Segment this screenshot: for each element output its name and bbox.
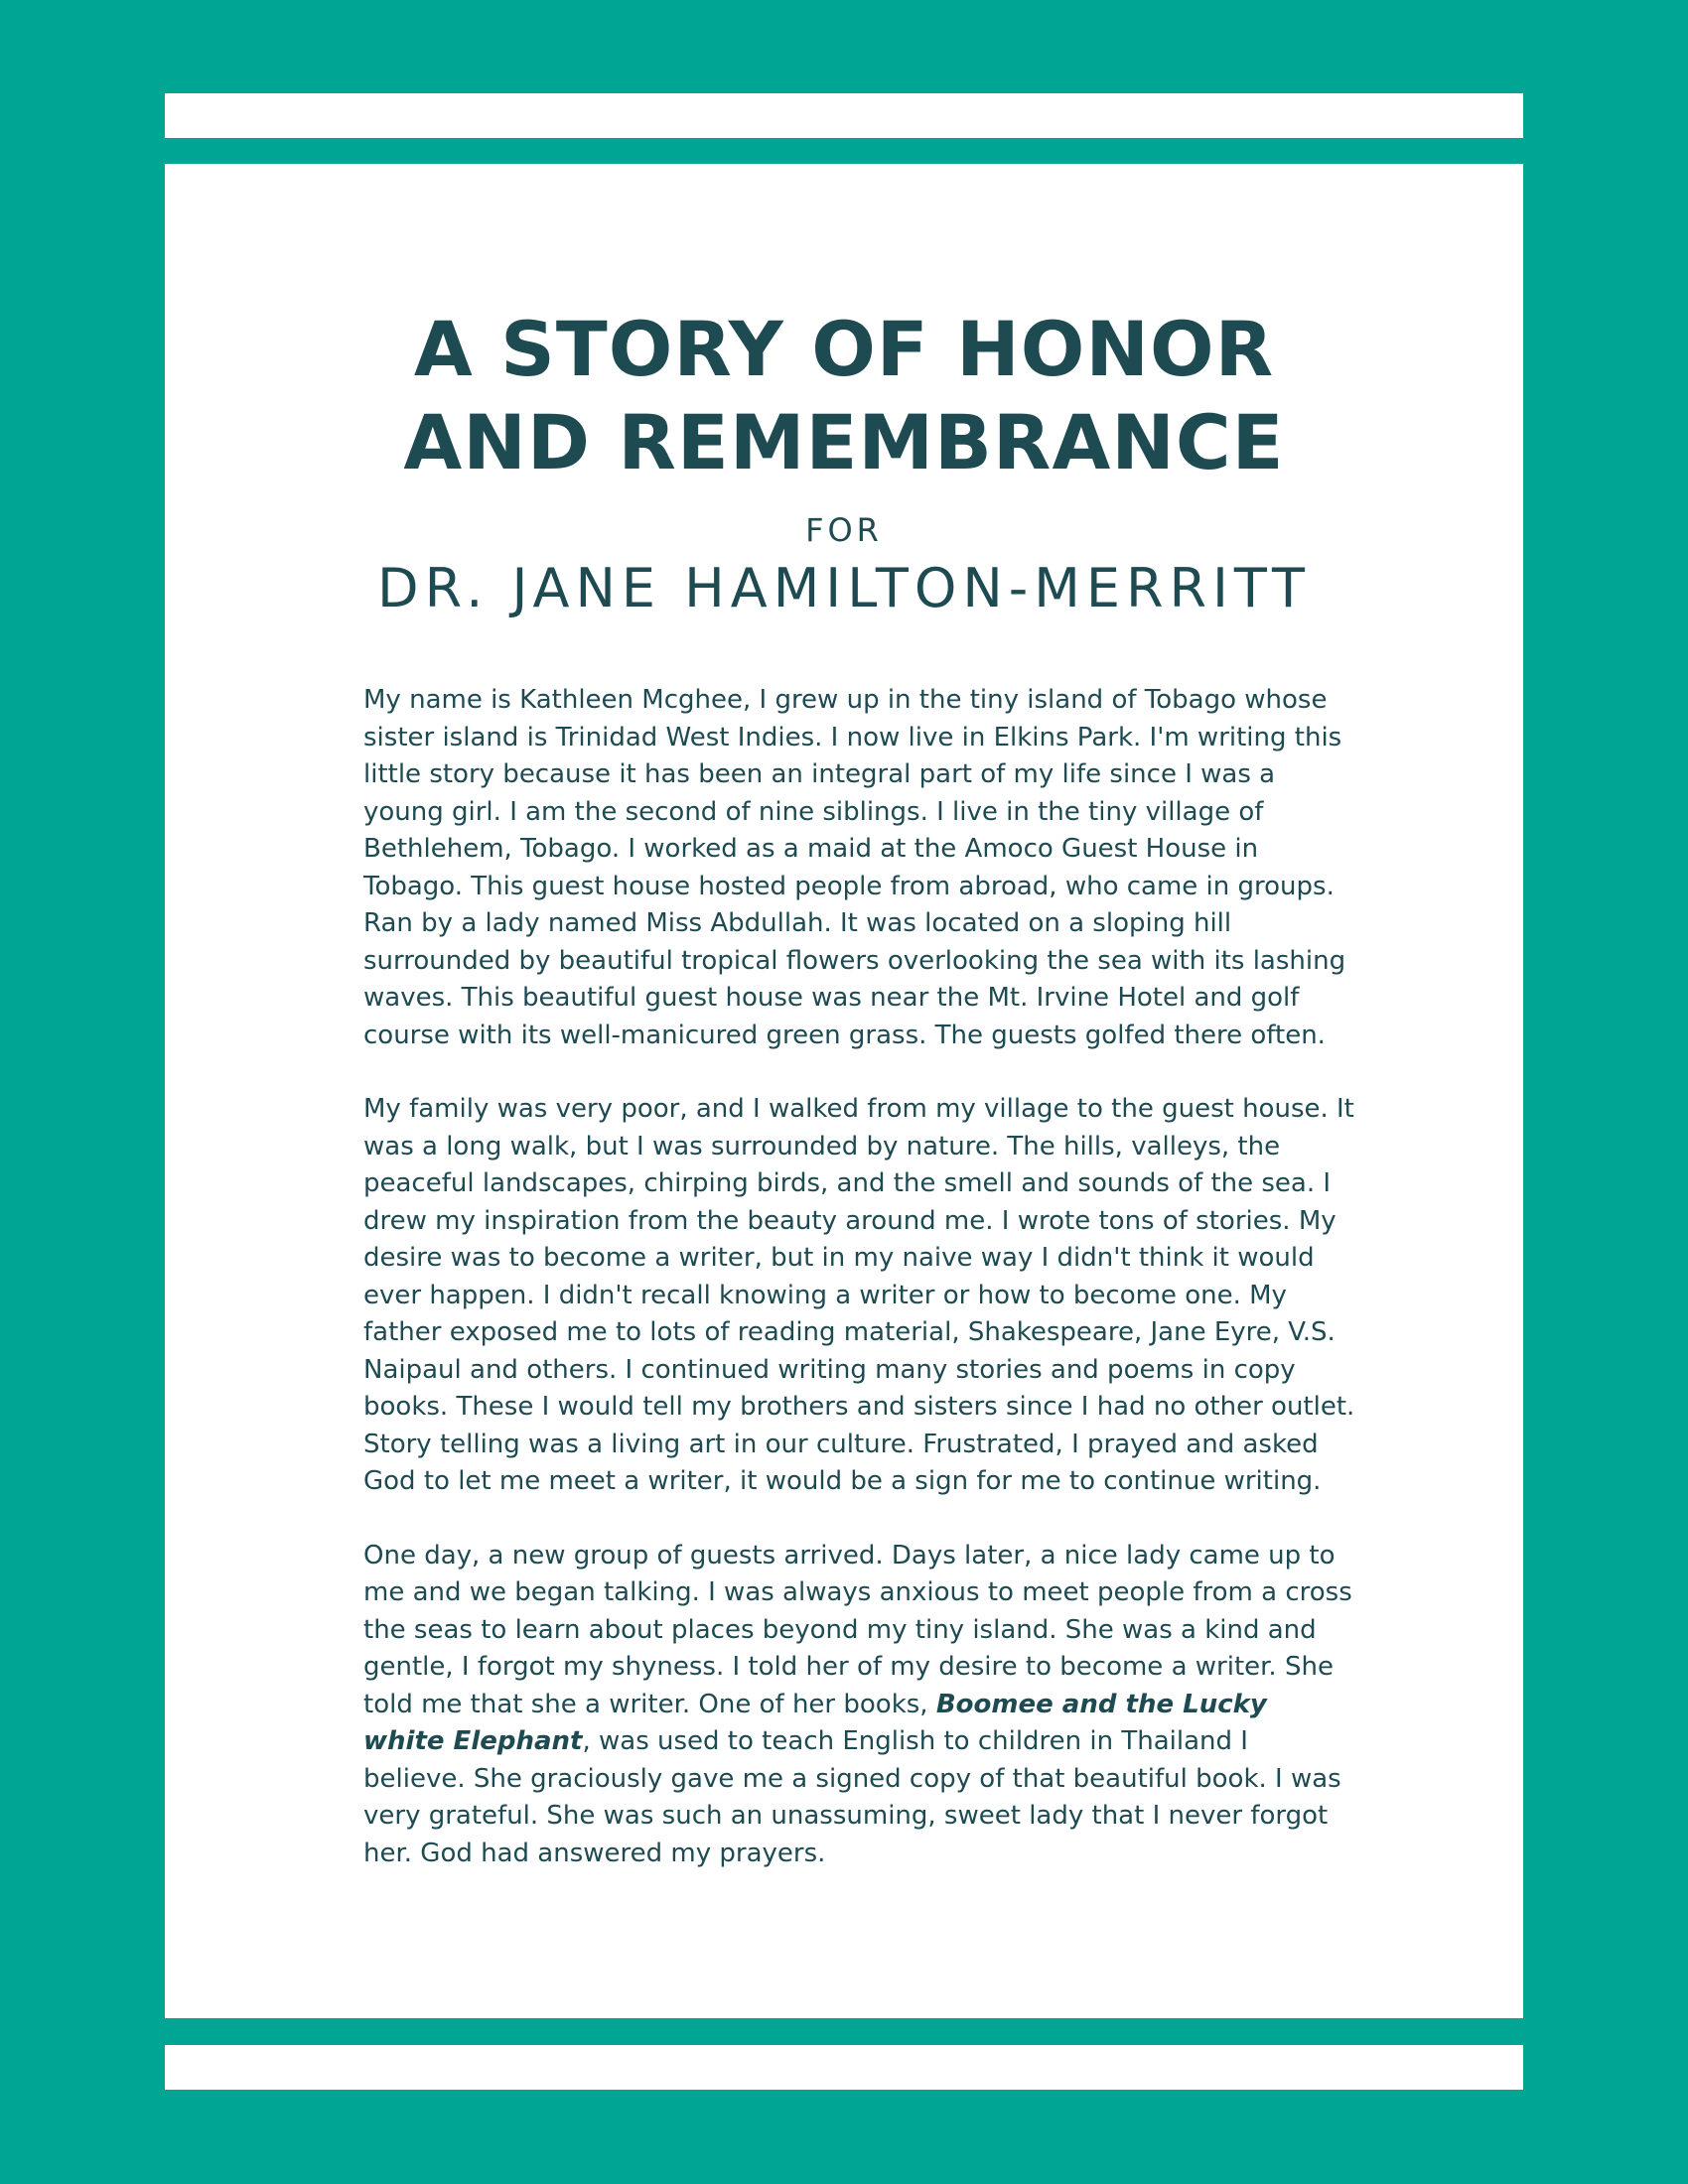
for-label: FOR — [805, 511, 883, 549]
paragraph-3 — [363, 1538, 1356, 1873]
honoree-name: DR. JANE HAMILTON-MERRITT — [377, 557, 1311, 619]
page-title — [165, 303, 1523, 489]
title-line-2: AND REMEMBRANCE — [403, 398, 1285, 486]
story-body — [363, 682, 1356, 1909]
top-white-band — [165, 93, 1523, 138]
paragraph-1: My name is Kathleen Mcghee, I grew up in the tiny island of Tobago whose sister island is Trinidad West Indies. I now live in Elkins Park. I'm writing this little story because it has been an integral part of my life since I was a young girl. I am the second of nine siblings. I live in the tiny village of Bethlehem, Tobago. I worked as a maid at the Amoco Guest House in Tobago. This guest house hosted people from abroad, who came in groups. Ran by a lady named Miss Abdullah. It was located on a sloping hill surrounded by beautiful tropical flowers overlooking the sea with its lashing waves. This beautiful guest house was near the Mt. Irvine Hotel and golf course with its well-manicured green grass. The guests golfed there often. — [363, 685, 1346, 1050]
title-line-1: A STORY OF HONOR — [413, 305, 1275, 393]
page-panel — [165, 164, 1523, 2018]
book-title: Boomee and the Lucky white Elephant — [363, 1689, 1267, 1756]
paragraph-2: My family was very poor, and I walked from my village to the guest house. It was a long walk, but I was surrounded by nature. The hills, valleys, the peaceful landscapes, chirping birds, and the smell and sounds of the sea. I drew my inspiration from the beauty around me. I wrote tons of stories. My desire was to become a writer, but in my naive way I didn't think it would ever happen. I didn't recall knowing a writer or how to become one. My father exposed me to lots of reading material, Shakespeare, Jane Eyre, V.S. Naipaul and others. I continued writing many stories and poems in copy books. These I would tell my brothers and sisters since I had no other outlet. Story telling was a living art in our culture. Frustrated, I prayed and asked God to let me meet a writer, it would be a sign for me to continue writing. — [363, 1094, 1355, 1496]
paragraph-3-start: One day, a new group of guests arrived. Days later, a nice lady came up to me and we began talking. I was always anxious to meet people from a cross the seas to learn about places beyond my tiny island. She was a kind and gentle, I forgot my shyness. I told her of my desire to become a writer. She told me that she a writer. One of her books, — [363, 1540, 1352, 1719]
bottom-white-band — [165, 2045, 1523, 2090]
paragraph-3-end: , was used to teach English to children in Thailand I believe. She graciously gave me a signed copy of that beautiful book. I was very grateful. She was such an unassuming, sweet lady that I never forgot her. God had answered my prayers. — [363, 1726, 1341, 1868]
